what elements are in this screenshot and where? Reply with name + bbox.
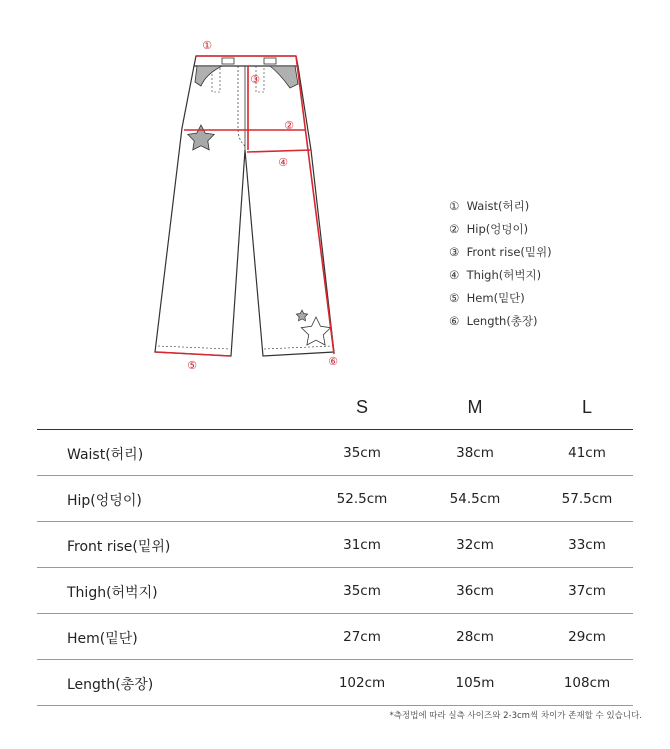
- row-label: Hem(밑단): [67, 631, 138, 647]
- belt-loop: [222, 58, 234, 64]
- measure-label-hip: ②: [284, 119, 294, 132]
- star-patch-small: [296, 310, 307, 321]
- table-header: [37, 393, 633, 430]
- cell-l: 33cm: [568, 537, 606, 553]
- cell-s: 102cm: [338, 675, 386, 691]
- waistband: [194, 56, 298, 66]
- legend-item-hem: ⑤ Hem(밑단): [449, 291, 525, 305]
- size-header-m: M: [467, 397, 483, 417]
- thigh-line: [247, 150, 311, 152]
- cell-l: 108cm: [563, 675, 611, 691]
- legend-item-thigh: ④ Thigh(허벅지): [449, 268, 542, 282]
- pocket-patch-left: [195, 66, 222, 86]
- measure-label-length: ⑥: [328, 355, 338, 368]
- belt-loop: [264, 58, 276, 64]
- size-table: [37, 393, 633, 706]
- measurement-footnote: *측정법에 따라 실측 사이즈와 2-3cm씩 차이가 존재할 수 있습니다.: [389, 711, 642, 721]
- cell-m: 54.5cm: [449, 491, 501, 507]
- cell-m: 105m: [455, 675, 495, 691]
- legend-item-front-rise: ③ Front rise(밑위): [449, 245, 552, 259]
- cell-m: 38cm: [456, 445, 494, 461]
- size-header-l: L: [581, 397, 592, 417]
- length-line: [296, 56, 334, 354]
- pocket-patch-right: [270, 66, 298, 88]
- row-label: Length(총장): [67, 677, 154, 693]
- table-row-front-rise: [37, 522, 633, 568]
- row-label: Hip(엉덩이): [67, 493, 142, 509]
- row-label: Front rise(밑위): [67, 539, 171, 555]
- legend-item-length: ⑥ Length(총장): [449, 314, 538, 328]
- cell-s: 35cm: [343, 583, 381, 599]
- cell-l: 29cm: [568, 629, 606, 645]
- cell-s: 35cm: [343, 445, 381, 461]
- cell-l: 41cm: [568, 445, 606, 461]
- table-row-thigh: [37, 568, 633, 614]
- cell-m: 28cm: [456, 629, 494, 645]
- measure-label-hem: ⑤: [187, 359, 197, 372]
- table-row-hem: [37, 614, 633, 660]
- cell-s: 27cm: [343, 629, 381, 645]
- measure-label-front-rise: ③: [250, 73, 260, 86]
- row-label: Thigh(허벅지): [67, 585, 158, 601]
- cell-m: 32cm: [456, 537, 494, 553]
- legend-item-waist: ① Waist(허리): [449, 199, 530, 213]
- measure-label-thigh: ④: [278, 156, 288, 169]
- pants-diagram: [0, 0, 420, 380]
- hem-line: [156, 352, 230, 356]
- cell-m: 36cm: [456, 583, 494, 599]
- pants-outline: [155, 56, 334, 356]
- measure-label-waist: ①: [202, 39, 212, 52]
- table-row-hip: [37, 476, 633, 522]
- table-row-waist: [37, 430, 633, 476]
- cell-s: 31cm: [343, 537, 381, 553]
- size-header-s: S: [355, 397, 368, 417]
- table-row-length: [37, 660, 633, 706]
- legend-item-hip: ② Hip(엉덩이): [449, 222, 529, 236]
- cell-l: 37cm: [568, 583, 606, 599]
- row-label: Waist(허리): [67, 447, 144, 463]
- measurement-legend: [449, 195, 629, 333]
- star-patch-left: [188, 125, 214, 150]
- cell-s: 52.5cm: [336, 491, 388, 507]
- cell-l: 57.5cm: [561, 491, 613, 507]
